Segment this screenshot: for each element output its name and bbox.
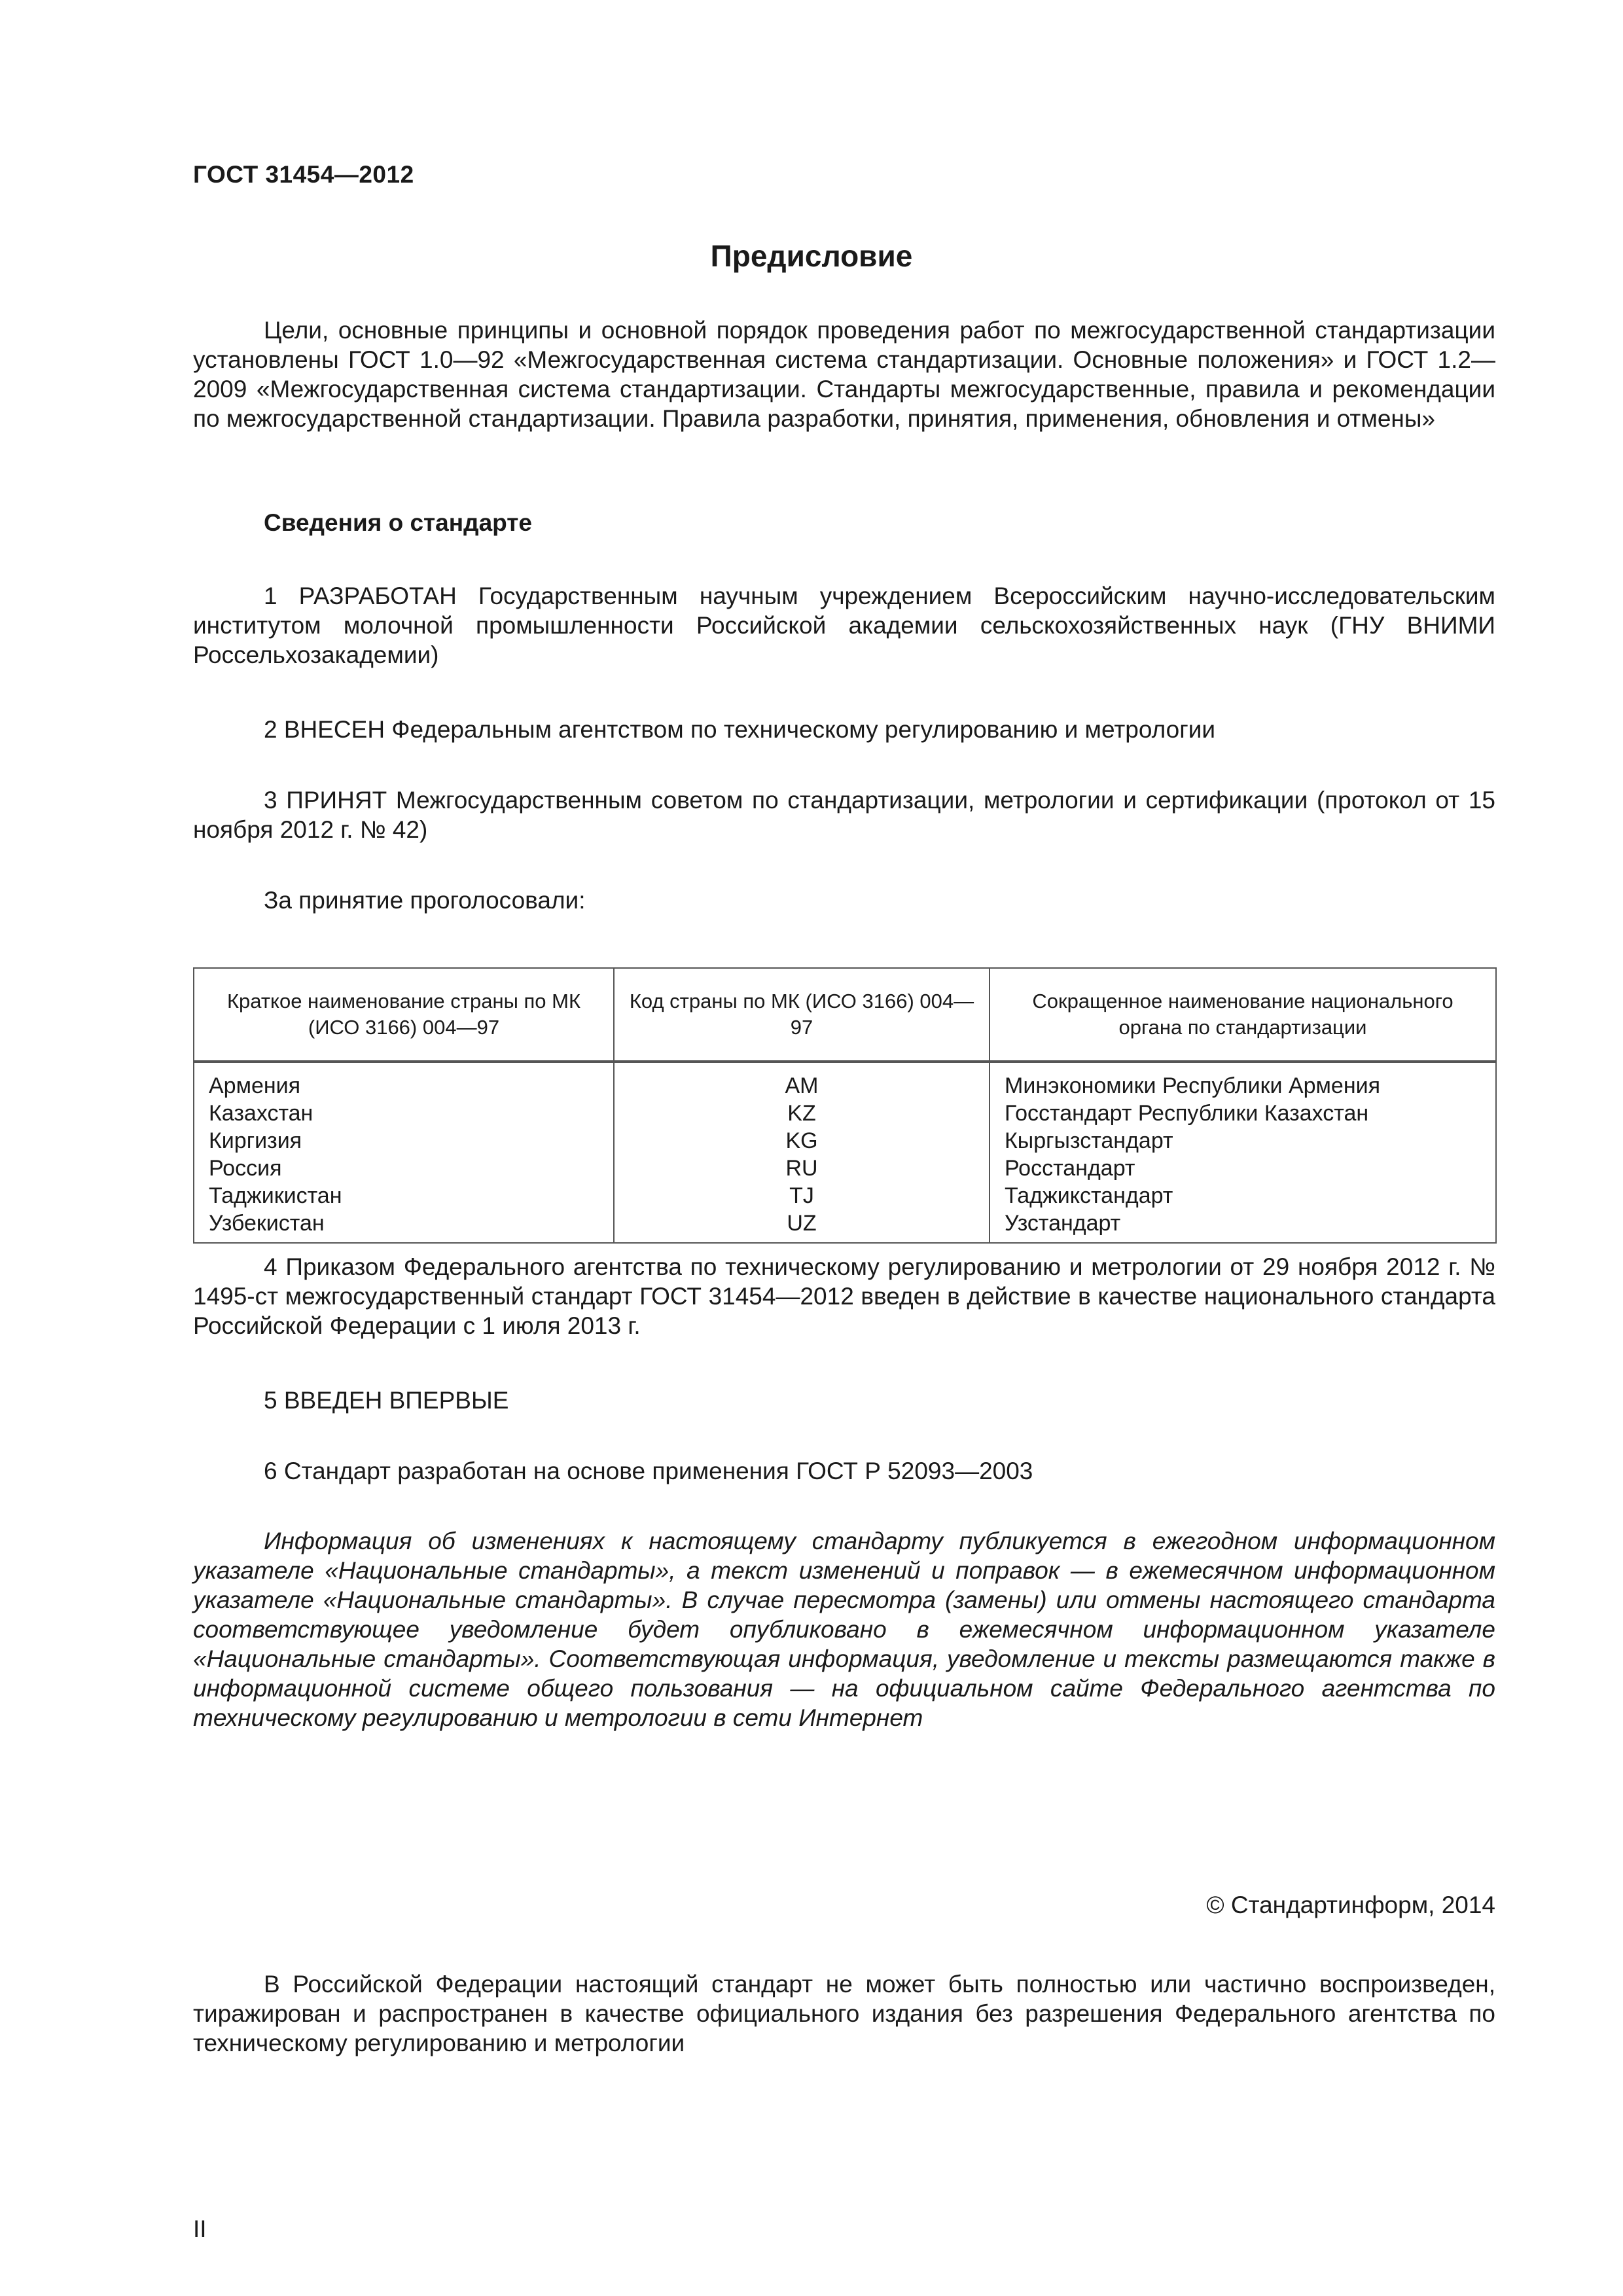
table-header-code: Код страны по МК (ИСО 3166) 004—97: [614, 968, 990, 1061]
country-name: Россия: [194, 1155, 614, 1182]
country-code: TJ: [614, 1182, 990, 1210]
amendments-notice: Информация об изменениях к настоящему стандарту публикуется в ежегодном информационном указателе «Национальные стандарты», а текст изменений и поправок — в ежемесячном информационном указателе «Национальные стандарты». В случае пересмотра (замены) или отмены настоящего стандарта соответствующее уведомление будет опубликовано в ежемесячном информационном указателе «Национальные стандарты». Соответствующая информация, уведомление и тексты размещаются также в информационной системе общего пользования — на официальном сайте Федерального агентства по техническому регулированию и метрологии в сети Интернет: [193, 1528, 1495, 1731]
country-code: AM: [614, 1062, 990, 1100]
table-row: [194, 1062, 1496, 1100]
copyright-line: © Стандартинформ, 2014: [1206, 1892, 1495, 1918]
country-name: Узбекистан: [194, 1210, 614, 1243]
country-name: Казахстан: [194, 1100, 614, 1127]
voted-label: За принятие проголосовали:: [264, 887, 586, 914]
table-header-body: Сокращенное наименование национального органа по стандартизации: [990, 968, 1496, 1061]
table-row: [194, 1210, 1496, 1243]
country-code: KZ: [614, 1100, 990, 1127]
national-body: Кыргызстандарт: [990, 1127, 1496, 1155]
standard-info-heading: Сведения о стандарте: [264, 509, 532, 536]
national-body: Узстандарт: [990, 1210, 1496, 1243]
item-1-developed: 1 РАЗРАБОТАН Государственным научным учреждением Всероссийским научно-исследовательским институтом молочной промышленности Российской академии сельскохозяйственных наук (ГНУ ВНИМИ Россельхозакадемии): [193, 583, 1495, 668]
table-row: [194, 1127, 1496, 1155]
table-header-country: Краткое наименование страны по МК (ИСО 3166) 004—97: [194, 968, 614, 1061]
item-2-introduced: 2 ВНЕСЕН Федеральным агентством по техническому регулированию и метрологии: [264, 716, 1216, 743]
national-body: Госстандарт Республики Казахстан: [990, 1100, 1496, 1127]
country-code: UZ: [614, 1210, 990, 1243]
country-name: Киргизия: [194, 1127, 614, 1155]
reproduction-notice: В Российской Федерации настоящий стандарт не может быть полностью или частично воспроизведен, тиражирован и распространен в качестве официального издания без разрешения Федерального агентства по техническому регулированию и метрологии: [193, 1971, 1495, 2056]
item-6-basis: 6 Стандарт разработан на основе применения ГОСТ Р 52093—2003: [264, 1458, 1033, 1484]
item-3-adopted: 3 ПРИНЯТ Межгосударственным советом по стандартизации, метрологии и сертификации (протокол от 15 ноября 2012 г. № 42): [193, 787, 1495, 843]
table-row: [194, 1100, 1496, 1127]
item-5-first-introduced: 5 ВВЕДЕН ВПЕРВЫЕ: [264, 1387, 509, 1414]
document-code: ГОСТ 31454—2012: [193, 161, 414, 188]
item-4-order: 4 Приказом Федерального агентства по техническому регулированию и метрологии от 29 ноября 2012 г. № 1495-ст межгосударственный стандарт ГОСТ 31454—2012 введен в действие в качестве национального стандарта Российской Федерации с 1 июля 2013 г.: [193, 1253, 1495, 1339]
national-body: Росстандарт: [990, 1155, 1496, 1182]
country-name: Армения: [194, 1062, 614, 1100]
page-title: Предисловие: [710, 239, 913, 273]
national-body: Таджикстандарт: [990, 1182, 1496, 1210]
intro-paragraph: Цели, основные принципы и основной порядок проведения работ по межгосударственной стандартизации установлены ГОСТ 1.0—92 «Межгосударственная система стандартизации. Основные положения» и ГОСТ 1.2—2009 «Межгосударственная система стандартизации. Стандарты межгосударственные, правила и рекомендации по межгосударственной стандартизации. Правила разработки, принятия, применения, обновления и отмены»: [193, 317, 1495, 432]
country-code: KG: [614, 1127, 990, 1155]
voting-table: [193, 967, 1497, 1244]
country-code: RU: [614, 1155, 990, 1182]
table-row: [194, 1182, 1496, 1210]
page-number: II: [193, 2215, 207, 2242]
country-name: Таджикистан: [194, 1182, 614, 1210]
national-body: Минэкономики Республики Армения: [990, 1062, 1496, 1100]
table-row: [194, 1155, 1496, 1182]
